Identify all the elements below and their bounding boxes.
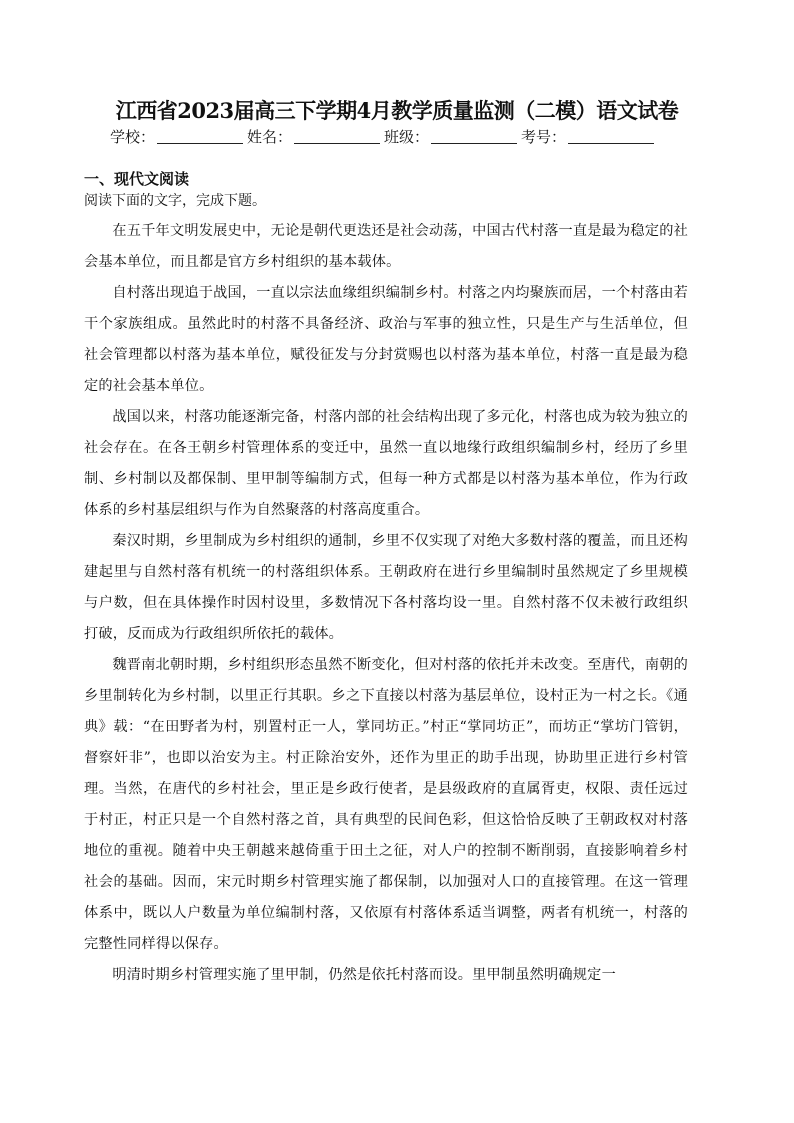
passage-paragraph: 秦汉时期，乡里制成为乡村组织的通制，乡里不仅实现了对绝大多数村落的覆盖，而且还构建起里与自然村落有机统一的村落组织体系。王朝政府在进行乡里编制时虽然规定了乡里规模与户数，但在具体操作时因村设里，多数情况下各村落均设一里。自然村落不仅未被行政组织打破，反而成为行政组织所依托的载体。	[84, 533, 688, 642]
class-field	[384, 126, 517, 147]
class-label: 班级：	[384, 128, 430, 146]
exam-no-field	[521, 126, 654, 147]
name-blank[interactable]	[294, 142, 380, 144]
passage-paragraph: 明清时期乡村管理实施了里甲制，仍然是依托村落而设。里甲制虽然明确规定一	[112, 967, 616, 983]
document-title: 江西省2023届高三下学期4月教学质量监测（二模）语文试卷	[115, 98, 679, 123]
name-field	[247, 126, 380, 147]
class-blank[interactable]	[431, 142, 517, 144]
reading-passage	[84, 216, 688, 991]
passage-paragraph: 在五千年文明发展史中，无论是朝代更迭还是社会动荡，中国古代村落一直是最为稳定的社会基本单位，而且都是官方乡村组织的基本载体。	[84, 223, 688, 270]
passage-paragraph: 战国以来，村落功能逐渐完备，村落内部的社会结构出现了多元化，村落也成为较为独立的社会存在。在各王朝乡村管理体系的变迁中，虽然一直以地缘行政组织编制乡村，经历了乡里制、乡村制以及都保制、里甲制等编制方式，但每一种方式都是以村落为基本单位，作为行政体系的乡村基层组织与作为自然聚落的村落高度重合。	[84, 409, 688, 518]
exam-no-label: 考号：	[521, 128, 567, 146]
school-label: 学校：	[110, 128, 156, 146]
student-info-row	[110, 126, 690, 147]
school-blank[interactable]	[157, 142, 243, 144]
exam-no-blank[interactable]	[568, 142, 654, 144]
passage-paragraph: 自村落出现追于战国，一直以宗法血缘组织编制乡村。村落之内均聚族而居，一个村落由若干个家族组成。虽然此时的村落不具备经济、政治与军事的独立性，只是生产与生活单位，但社会管理都以村落为基本单位，赋役征发与分封赏赐也以村落为基本单位，村落一直是最为稳定的社会基本单位。	[84, 285, 688, 394]
section-heading: 一、现代文阅读	[84, 170, 190, 188]
reading-instruction: 阅读下面的文字，完成下题。	[84, 193, 266, 209]
name-label: 姓名：	[247, 128, 293, 146]
school-field	[110, 126, 243, 147]
passage-paragraph: 魏晋南北朝时期，乡村组织形态虽然不断变化，但对村落的依托并未改变。至唐代，南朝的乡里制转化为乡村制，以里正行其职。乡之下直接以村落为基层单位，设村正为一村之长。《通典》载：“在田野者为村，别置村正一人，掌同坊正。”村正“掌同坊正”，而坊正“掌坊门管钥，督察奸非”，也即以治安为主。村正除治安外，还作为里正的助手出现，协助里正进行乡村管理。当然，在唐代的乡村社会，里正是乡政行使者，是县级政府的直属胥吏，权限、责任远过于村正，村正只是一个自然村落之首，具有典型的民间色彩，但这恰恰反映了王朝政权对村落地位的重视。随着中央王朝越来越倚重于田土之征，对人户的控制不断削弱，直接影响着乡村社会的基础。因而，宋元时期乡村管理实施了都保制，以加强对人口的直接管理。在这一管理体系中，既以人户数量为单位编制村落，又依原有村落体系适当调整，两者有机统一，村落的完整性同样得以保存。	[84, 657, 688, 952]
